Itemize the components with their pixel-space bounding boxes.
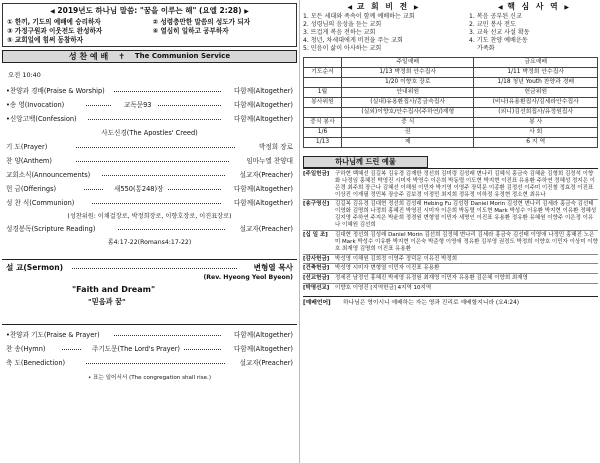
duty-cell: 사 회: [474, 127, 598, 137]
order-label: 찬 양(Anthem): [6, 157, 52, 166]
duty-cell: [304, 107, 342, 117]
pillar-item: ① 한끼, 기도의 예배에 승리하자: [7, 17, 101, 26]
order-right: 다함께(Altogether): [234, 331, 293, 340]
order-right: 다함께(Altogether): [234, 87, 293, 96]
order-label: 교회소식(Announcements): [6, 171, 91, 180]
offering-names: 김대현 정선희 김성래 Daniel Morin 김선희 김정혜 변나리 김세라 홍금숙 김선태 이영애 나정민 홍혜진 노은미 Mark 박성수 이유환 박지현 이은숙 박준형 이영애 정유환 김부영 권정도 박정희 이향호 이민자 이상미 이향호 최재영 김명희 이진표 유용환: [335, 231, 598, 252]
order-right: 다함께(Altogether): [234, 115, 293, 124]
duty-cell: [304, 77, 342, 87]
duty-cell: 봉 사: [474, 117, 598, 127]
core-item: 1. 복음 공부된 신교: [469, 12, 522, 20]
triangle-right-icon: ▶: [244, 8, 249, 15]
order-right: 다함께(Altogether): [234, 185, 293, 194]
order-row: [6, 87, 293, 101]
cross-icon: ✝: [118, 51, 125, 61]
duty-row: [304, 77, 598, 87]
stand-note: • 표는 일어서서 (The congregation shall rise.): [87, 375, 212, 382]
order-row: [6, 225, 293, 239]
order-right: 다함께(Altogether): [234, 199, 293, 208]
dotted-leader: [76, 161, 229, 162]
order-right: 다함께(Altogether): [234, 345, 293, 354]
service-title-bar: [2, 50, 297, 63]
offering-category: [주일헌금]: [303, 170, 330, 177]
order-label: •찬양과 경배(Praise & Worship): [6, 87, 105, 96]
dotted-leader: [102, 175, 225, 176]
order-label: 찬 송(Hymn): [6, 345, 46, 354]
offering-row: [303, 201, 598, 229]
duty-row: [304, 127, 598, 137]
duty-cell: (실내)유용환집사/홍금숙집사: [342, 97, 474, 107]
duty-cell: 1/6: [304, 127, 342, 137]
pillar-item: ⑤ 교회일에 힘써 동참하자: [7, 35, 84, 44]
sermon-preacher-en: (Rev. Hyeong Yeol Byeon): [203, 274, 293, 282]
service-title-ko: 성 찬 예 배: [68, 51, 109, 61]
offering-row: [303, 232, 598, 253]
order-row: [6, 171, 293, 185]
dotted-leader: [168, 189, 221, 190]
duty-cell: 금요예배: [474, 57, 598, 67]
service-title-en: The Communion Service: [134, 52, 231, 61]
pillar-item: ② 성령충만한 말씀의 성도가 되자: [152, 17, 251, 26]
worship-verse-text: 하나님은 영이시니 예배하는 자는 영과 진리로 예배할지니라 (요4:24): [343, 300, 520, 307]
triangle-right-icon: ▶: [564, 4, 569, 11]
duty-row: [304, 97, 598, 107]
left-page: [2, 0, 297, 463]
worship-verse-label: [예배언어]: [303, 300, 331, 307]
offering-category: [선교헌금]: [303, 275, 330, 282]
duty-cell: 1/20 이향호 장로: [342, 77, 474, 87]
offering-names: 이향호 이영진 [지역헌금] 4지역 10지역: [335, 285, 432, 292]
year-motto: [7, 6, 292, 16]
page-divider: [299, 0, 300, 463]
duty-row: [304, 107, 598, 117]
duty-cell: 중 식: [342, 117, 474, 127]
dotted-leader: [184, 349, 221, 350]
vision-title-text: 교 회 비 전: [356, 2, 410, 11]
offering-row: [303, 275, 598, 282]
motto-year-label: 2019년도 하나님 말씀:: [57, 6, 138, 15]
offering-names: 구하현 백혜선 김길복 김유경 김재한 정선희 김미령 김성래 변나리 김혜식 홍금숙 김혜윤 김형희 김정석 이향화 나정임 홍혜진 박영진 시미자 박영수 이은희 박동렬 이도현 박지현 이진표 유용환 주하연 정혜성 정지은 이은경 최주희 장근나 김혜선 이해원 이민자 박기영 이영주 장덕문 이종환 김정선 이주미 이진철 정효정 이진표 이상진 이재필 정민복 장승주 김보경 이정민 최지희 정유정 이하정 유정현 정소현 최유나: [335, 170, 595, 198]
vision-item: 5. 민음이 삶이 아사하는 교회: [303, 44, 382, 52]
order-label: 축 도(Benediction): [6, 359, 66, 368]
offering-separator: [303, 230, 598, 231]
year-motto-box: [2, 3, 297, 47]
vision-item: 2. 성령님의 음성을 듣는 교회: [303, 20, 382, 28]
offering-row: [303, 171, 598, 199]
sermon-label: 설 교(Sermon): [6, 263, 64, 273]
church-vision: [303, 2, 463, 53]
offering-title: 하나님께 드린 예물: [303, 156, 428, 168]
dotted-leader: [88, 119, 221, 120]
duty-cell: 헌금위원: [474, 87, 598, 97]
duty-table: [303, 57, 598, 148]
right-page: [303, 0, 598, 463]
order-label: 성 찬 식(Communion): [6, 199, 75, 208]
duty-cell: 1/13 박정희 안수집사: [342, 67, 474, 77]
offering-list: [303, 168, 598, 292]
dotted-leader: [86, 105, 111, 106]
communion-committee-note: (성찬위원: 이채걸장로, 박정희장로, 이향호장로, 이진표장로): [67, 213, 232, 221]
offering-separator: [303, 254, 598, 255]
order-row: [6, 331, 293, 345]
offering-separator: [303, 283, 598, 284]
triangle-left-icon: ◀: [498, 4, 503, 11]
order-label: •찬양과 기도(Praise & Prayer): [6, 331, 100, 340]
duty-cell: 제: [342, 137, 474, 147]
dotted-leader: [158, 105, 221, 106]
duty-cell: 주일예배: [342, 57, 474, 67]
offering-row: [303, 285, 598, 292]
vision-item: 4. 청년, 차세대에게 비전을 주는 교회: [303, 36, 403, 44]
order-label: •신앙고백(Confession): [6, 115, 77, 124]
scripture-reference: 롬4:17-22(Romans4:17-22): [107, 239, 192, 247]
core-item: 가족화: [477, 44, 495, 52]
pillar-item: ③ 가정구원과 이웃전도 완성하자: [7, 26, 103, 35]
duty-cell: 1/11 박정희 안수집사: [474, 67, 598, 77]
order-mid: 교독문93: [124, 101, 152, 110]
offering-category: [십 일 조]: [303, 231, 328, 238]
order-row: [6, 157, 293, 171]
offering-row: [303, 265, 598, 272]
offering-names: 박성영 이해원 김희정 이영주 정덕문 이유진 박정희: [335, 255, 458, 262]
service-time: 오전 10:40: [8, 71, 41, 80]
order-row: [6, 143, 293, 157]
order-row: [6, 185, 293, 199]
sermon-title-en: "Faith and Dream": [72, 285, 156, 295]
order-right: 설교자(Preacher): [239, 171, 293, 180]
duty-cell: 권: [342, 127, 474, 137]
order-right: 설교자(Preacher): [239, 225, 293, 234]
vision-item: 3. 뜨겁게 복음 전하는 교회: [303, 28, 376, 36]
duty-cell: (외니)김선희집사/유정원집사: [474, 107, 598, 117]
motto-pillars: [7, 18, 292, 45]
duty-cell: 1/13: [304, 137, 342, 147]
core-item: 3. 교육 선교 사설 확동: [469, 28, 530, 36]
order-right: 다함께(Altogether): [234, 101, 293, 110]
church-vision-title: [303, 2, 463, 12]
order-label: 헌 금(Offerings): [6, 185, 57, 194]
duty-cell: (비나)유용환집사/김세라안수집사: [474, 97, 598, 107]
duty-cell: (실외)이향호/안수집사(주하연/)재형: [342, 107, 474, 117]
order-right: 임마누엘 찬양대: [246, 157, 293, 166]
core-ministry-title: [469, 2, 598, 12]
order-mid: 주기도문(The Lord's Prayer): [92, 345, 180, 354]
dotted-leader: [62, 349, 81, 350]
dotted-leader: [114, 91, 221, 92]
order-label: •송 영(Invocation): [6, 101, 65, 110]
core-item: 4. 기도 찬양 예배운동: [469, 36, 528, 44]
offering-category: [감사헌금]: [303, 255, 330, 262]
offering-names: 정세진 남정인 홍혜진 박세영 유정원 최재영 이민자 유용환 김은혜 이향희 최재영: [335, 275, 528, 282]
sermon-block: [2, 259, 297, 325]
dotted-leader: [72, 268, 237, 269]
offering-category: [박명선교]: [303, 285, 330, 292]
triangle-left-icon: ◀: [50, 8, 55, 15]
offering-category: [송구영신]: [303, 201, 330, 208]
offering-names: 박성영 시미자 변형열 이민자 이진표 유용환: [335, 265, 440, 272]
vision-section: [303, 2, 598, 53]
vision-list: [303, 13, 463, 53]
order-row: [6, 101, 293, 115]
pillar-item: ④ 열심히 일하고 공부하자: [152, 26, 229, 35]
closing-order: [2, 331, 297, 382]
duty-row: [304, 117, 598, 127]
dotted-leader: [92, 203, 221, 204]
duty-cell: 6 지 역: [474, 137, 598, 147]
order-label: 성경봉독(Scripture Reading): [6, 225, 96, 234]
duty-cell: 봉사위원: [304, 97, 342, 107]
order-mid: 새550(통248)장: [114, 185, 164, 194]
duty-cell: 중식 봉사: [304, 117, 342, 127]
worship-order: [2, 87, 297, 251]
order-row: [6, 359, 293, 373]
duty-cell: 1월: [304, 87, 342, 97]
order-right: 박정희 장로: [259, 143, 293, 152]
vision-item: 1. 모든 세대와 족속이 함께 예배하는 교회: [303, 12, 415, 20]
triangle-right-icon: ▶: [413, 4, 419, 11]
motto-verse: "꿈을 이루는 해" (요엘 2:28): [139, 6, 242, 15]
offering-category: [건축헌금]: [303, 265, 330, 272]
core-ministry: [469, 2, 598, 53]
order-row: [6, 345, 293, 359]
worship-verse: [303, 296, 598, 307]
dotted-leader: [86, 363, 225, 364]
duty-cell: 안내위원: [342, 87, 474, 97]
offering-row: [303, 256, 598, 263]
order-row: [6, 199, 293, 213]
sermon-title-ko: "믿음과 꿈": [88, 297, 126, 307]
sermon-preacher: 변형열 목사: [253, 263, 293, 273]
duty-row: [304, 67, 598, 77]
duty-cell: 기도순서: [304, 67, 342, 77]
apostles-creed: 사도신경(The Apostles' Creed): [101, 129, 198, 138]
dotted-leader: [84, 189, 103, 190]
core-item: 2. 교민 봉사 전도: [469, 20, 516, 28]
duty-cell: 1/18 청년 Youth 찬양과 경배: [474, 77, 598, 87]
offering-names: 김길복 김유경 김대현 정선희 김성래 Hebing Fu 김성령 Daniel Morin 김성현 변나리 김세라 홍금숙 김선태 이영화 김명희 나정희 홍혜진 박영진 시미자 이은희 박동렬 이도현 Mark 박성수 이유환 박지현 이유환 정혜성 김지영 주하연 주지은 박윤희 정경원 변형열 이민자 세명인 이진표 유용환 정유환 유혜원 이향주 이은정 이유나 이혜원 김선희: [335, 201, 597, 229]
duty-row: [304, 87, 598, 97]
order-label: 기 도(Prayer): [6, 143, 48, 152]
duty-row: [304, 137, 598, 147]
dotted-leader: [114, 335, 221, 336]
core-title-text: 핵 심 사 역: [507, 2, 560, 11]
order-right: 설교자(Preacher): [239, 359, 293, 368]
duty-row: [304, 57, 598, 67]
order-row: [6, 115, 293, 129]
duty-cell: [304, 57, 342, 67]
triangle-left-icon: ◀: [347, 4, 353, 11]
dotted-leader: [76, 147, 235, 148]
core-list: [469, 13, 598, 53]
dotted-leader: [118, 229, 225, 230]
